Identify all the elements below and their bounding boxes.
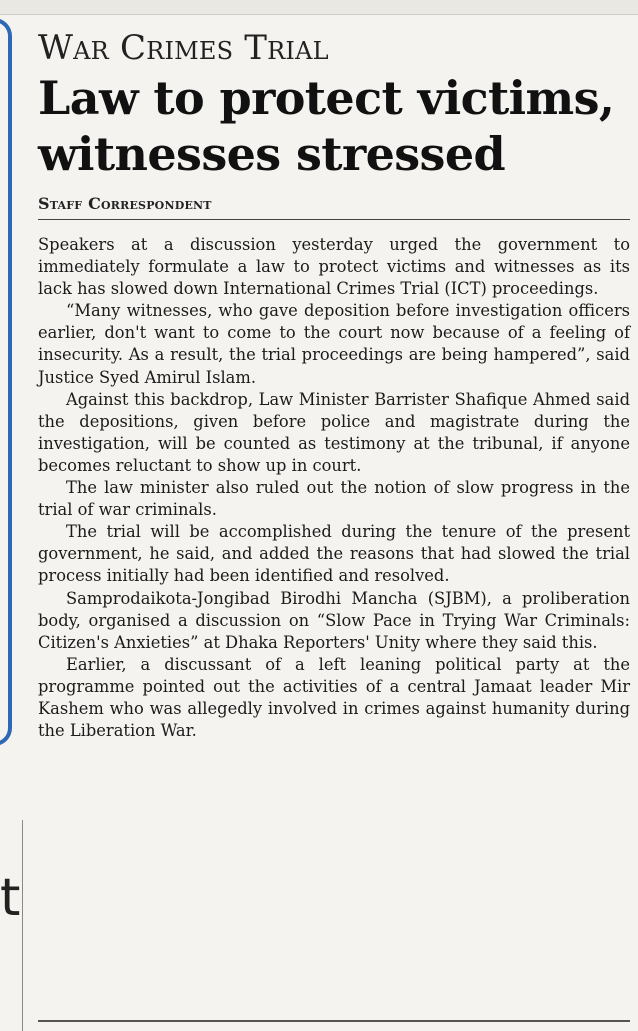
- article-paragraph: The trial will be accomplished during the tenure of the present government, he said, and added the reasons that had slowed the trial process initially had been identified and resolved.: [38, 522, 630, 586]
- article-paragraph: Speakers at a discussion yesterday urged the government to immediately formulate a law to protect victims and witnesses as its lack has slowed down International Crimes Trial (ICT) proceedings.: [38, 235, 630, 299]
- column-divider: [22, 820, 23, 1031]
- article-paragraph: The law minister also ruled out the notion of slow progress in the trial of war criminals.: [38, 478, 630, 520]
- article-headline: [38, 70, 630, 182]
- article-paragraph: Against this backdrop, Law Minister Barrister Shafique Ahmed said the depositions, given before police and magistrate during the investigation, will be counted as testimony at the tribunal, if anyone becomes reluctant to show up in court.: [38, 389, 630, 475]
- headline-line-2: witnesses stressed: [38, 127, 506, 181]
- article-paragraph: Earlier, a discussant of a left leaning political party at the programme pointed out the activities of a central Jamaat leader Mir Kashem who was allegedly involved in crimes against humanity during the Liberation War.: [38, 654, 630, 741]
- article-paragraph: “Many witnesses, who gave deposition before investigation officers earlier, don't want to come to the court now because of a feeling of insecurity. As a result, the trial proceedings are being hampered”, said Justice Syed Amirul Islam.: [38, 301, 630, 387]
- headline-line-1: Law to protect victims,: [38, 71, 615, 125]
- article-body: [38, 234, 630, 742]
- article-end-rule: [38, 1020, 630, 1022]
- article-byline: Staff Correspondent: [38, 194, 212, 213]
- adjacent-article-fragment: t: [0, 868, 21, 928]
- byline-row: [38, 194, 630, 220]
- article-kicker: War Crimes Trial: [38, 28, 329, 68]
- adjacent-column-border: [0, 18, 12, 746]
- article-paragraph: Samprodaikota-Jongibad Birodhi Mancha (SJBM), a proliberation body, organised a discussion on “Slow Pace in Trying War Criminals: Citizen's Anxieties” at Dhaka Reporters' Unity where they said this.: [38, 588, 630, 652]
- page-top-edge: [0, 0, 638, 15]
- news-article: [38, 28, 630, 742]
